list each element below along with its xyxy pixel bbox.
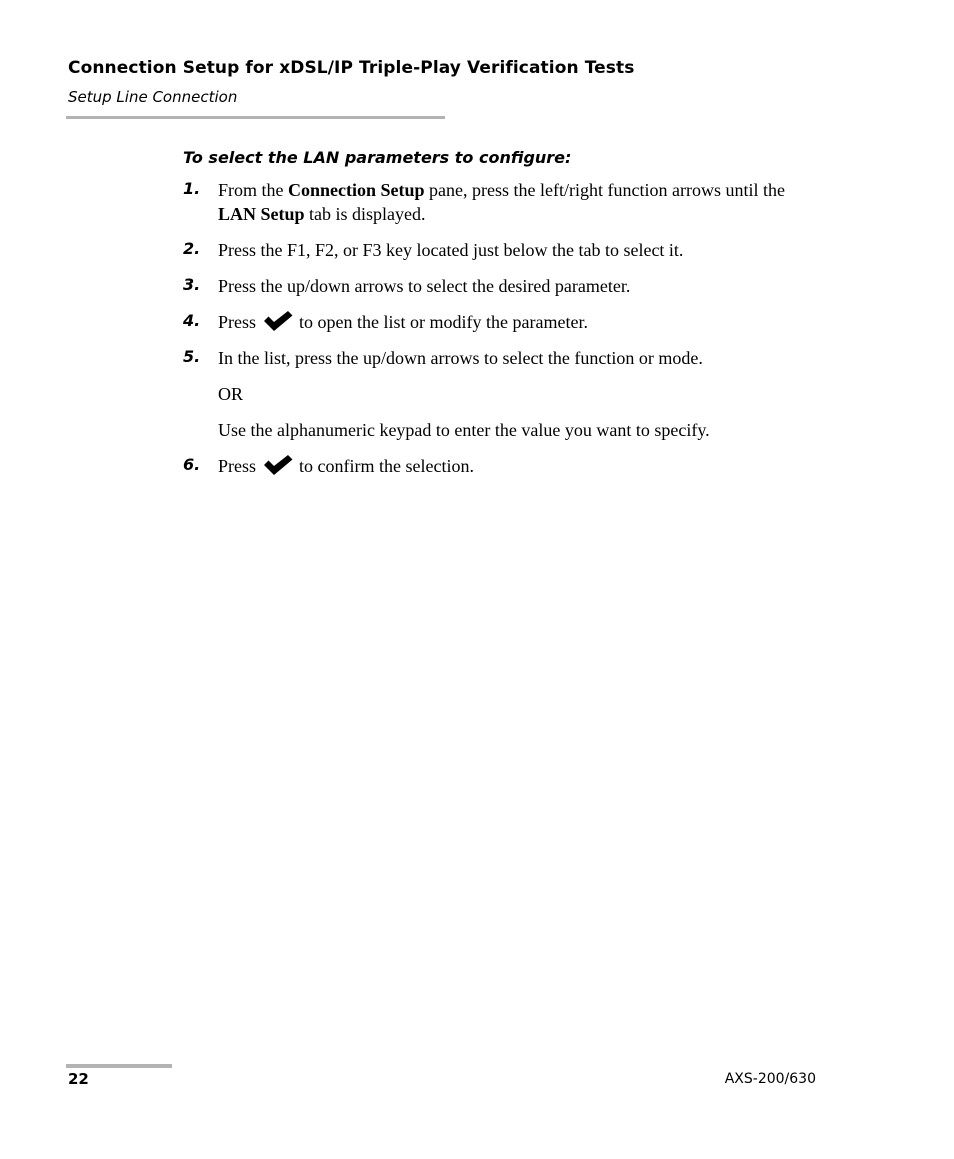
step-text <box>218 178 818 226</box>
step-text-part: pane, press the left/right function arrows until the <box>424 180 785 200</box>
footer-divider <box>66 1064 172 1068</box>
chapter-title: Connection Setup for xDSL/IP Triple-Play Verification Tests <box>68 58 635 78</box>
procedure-title: To select the LAN parameters to configure: <box>183 148 572 167</box>
checkmark-icon <box>262 454 294 476</box>
step-text: Press the up/down arrows to select the desired parameter. <box>218 276 631 296</box>
step-text <box>218 310 818 334</box>
step-text-part: Press <box>218 456 257 476</box>
step-text-part: Press <box>218 312 257 332</box>
checkmark-icon <box>262 310 294 332</box>
or-text: OR <box>218 384 244 404</box>
alternative-text: Use the alphanumeric keypad to enter the value you want to specify. <box>218 420 710 440</box>
step-text-part: to confirm the selection. <box>299 456 474 476</box>
step-number: 6. <box>183 455 201 474</box>
step-number: 3. <box>183 275 201 294</box>
page-number: 22 <box>68 1070 89 1088</box>
step-text: In the list, press the up/down arrows to select the function or mode. <box>218 348 703 368</box>
step-text <box>218 454 818 478</box>
step-text-part: tab is displayed. <box>304 204 426 224</box>
ui-term-connection-setup: Connection Setup <box>288 180 425 200</box>
section-title: Setup Line Connection <box>68 88 238 106</box>
step-number: 2. <box>183 239 201 258</box>
step-text-part: From the <box>218 180 288 200</box>
step-number: 5. <box>183 347 201 366</box>
step-text-part: to open the list or modify the parameter. <box>299 312 588 332</box>
step-number: 1. <box>183 179 201 198</box>
product-name: AXS-200/630 <box>724 1071 816 1087</box>
ui-term-lan-setup: LAN Setup <box>218 204 305 224</box>
header-divider <box>66 116 445 119</box>
step-text: Press the F1, F2, or F3 key located just below the tab to select it. <box>218 240 684 260</box>
step-number: 4. <box>183 311 201 330</box>
